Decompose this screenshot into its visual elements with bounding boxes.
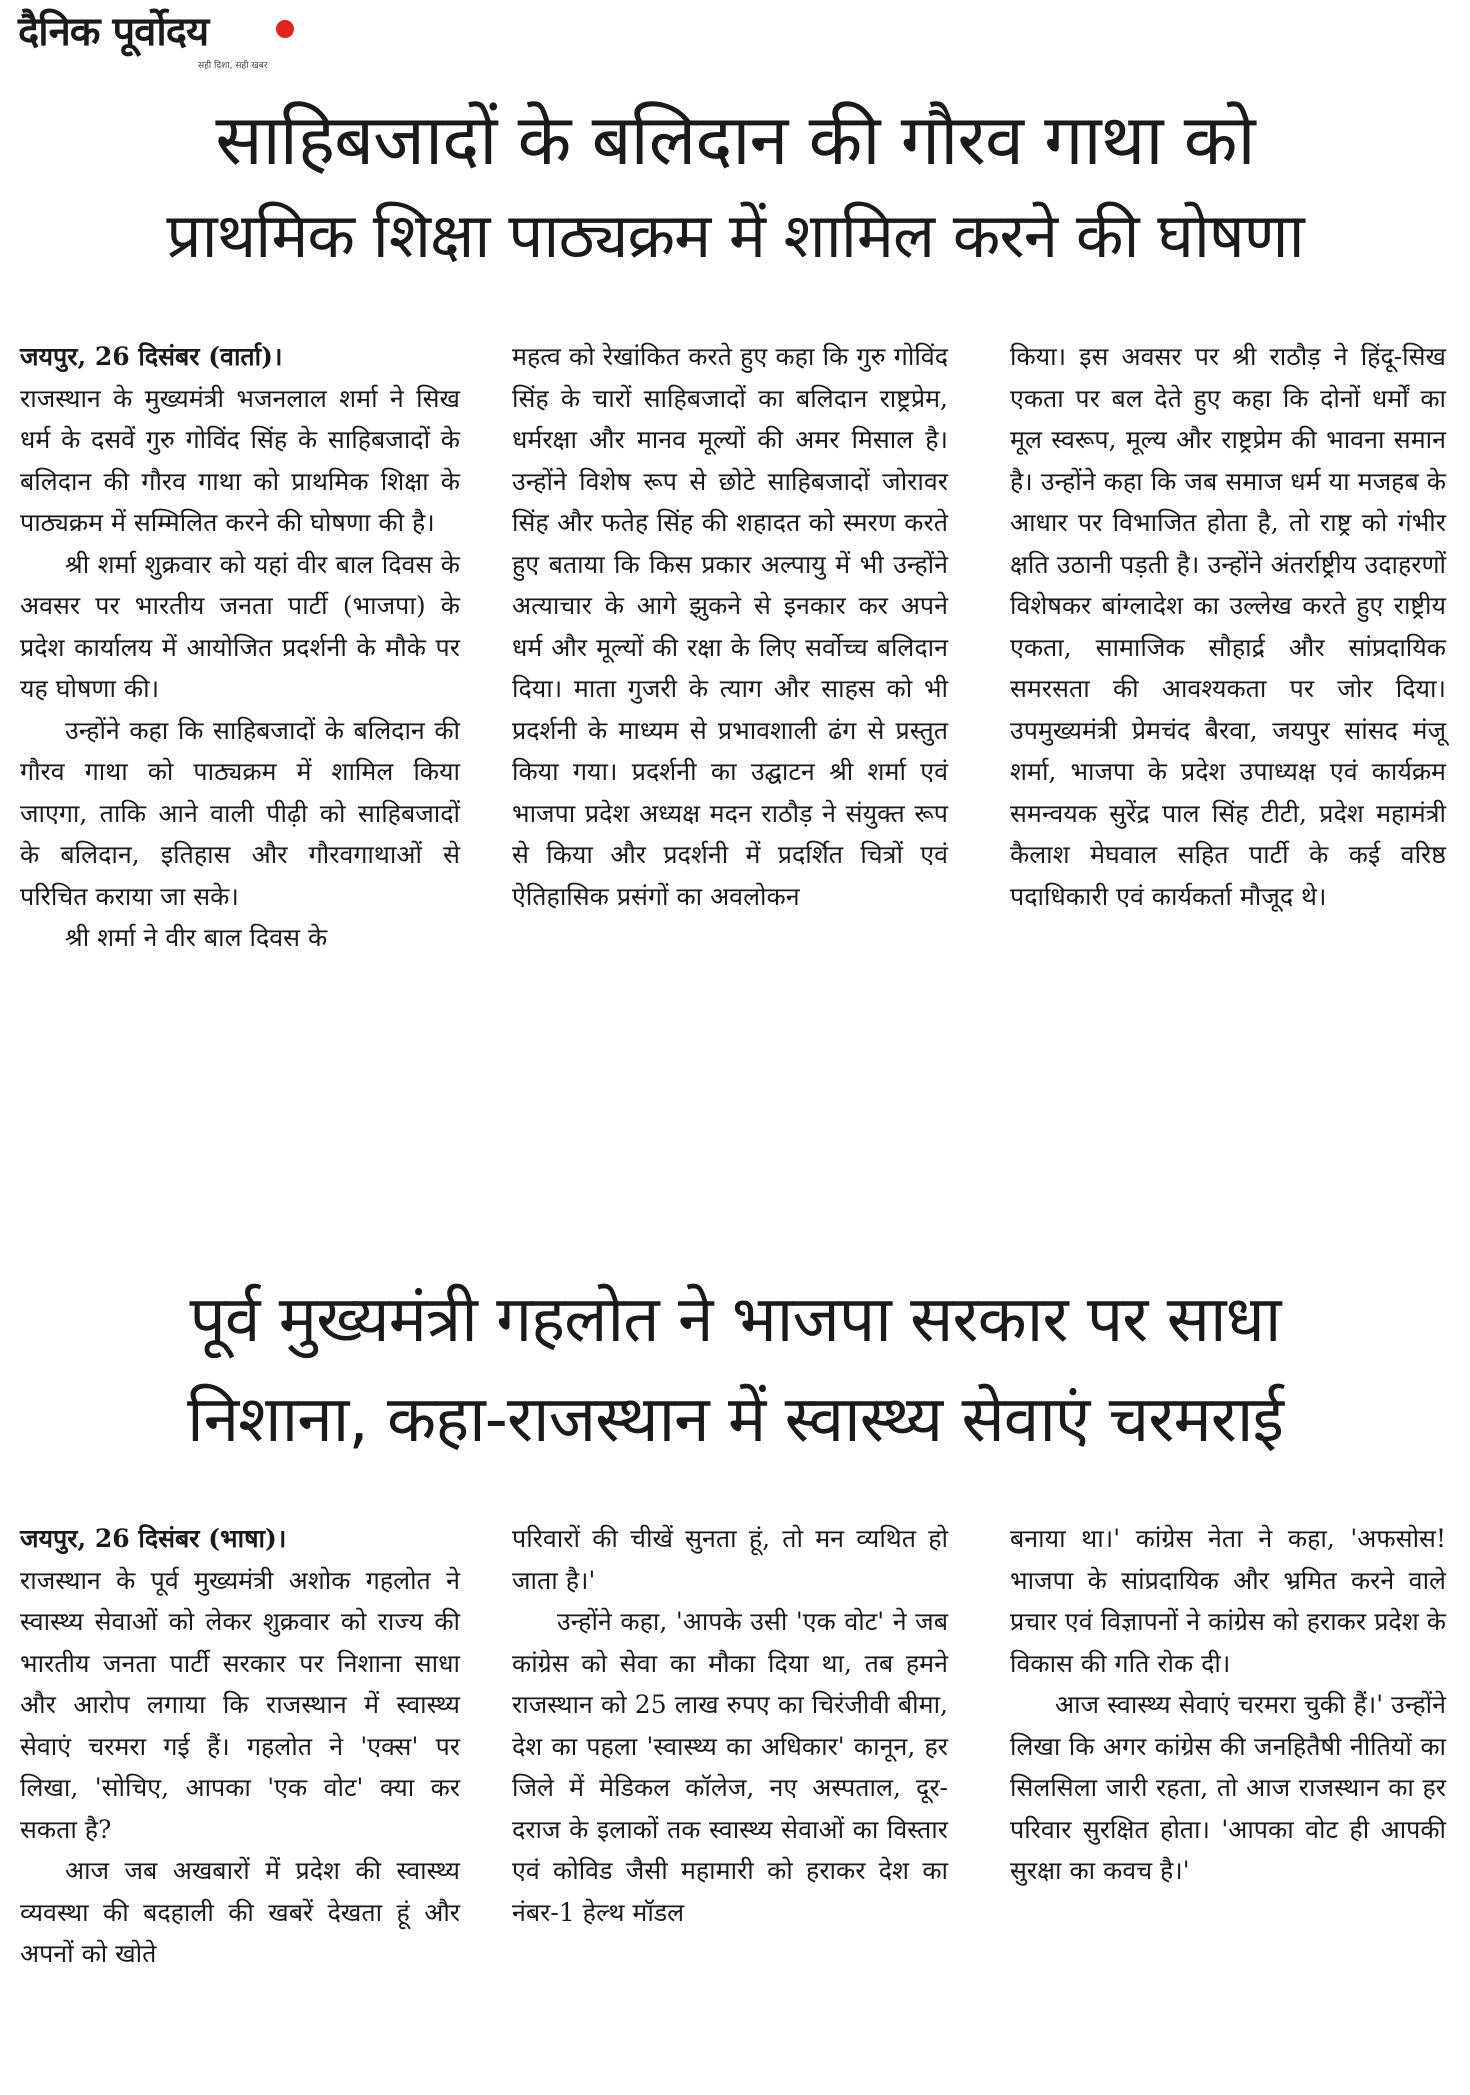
article2-paragraph: आज स्वास्थ्य सेवाएं चरमरा चुकी हैं।' उन्होंने लिखा कि अगर कांग्रेस की जनहितैषी नीतियों का सिलसिला जारी रहता, तो आज राजस्थान का हर परिवार सुरक्षित होता। 'आपका वोट ही आपकी सुरक्षा का कवच है।' [1010,1690,1446,1885]
article2-dateline: जयपुर, 26 दिसंबर (भाषा)। [20,1524,287,1553]
article1-paragraph: महत्व को रेखांकित करते हुए कहा कि गुरु गोविंद सिंह के चारों साहिबजादों का बलिदान राष्ट्रप्रेम, धर्मरक्षा और मानव मूल्यों की अमर मिसाल है। उन्होंने विशेष रूप से छोटे साहिबजादों जोरावर सिंह और फतेह सिंह की शहादत को स्मरण करते हुए बताया कि किस प्रकार अल्पायु में भी उन्होंने अत्याचार के आगे झुकने से इनकार कर अपने धर्म और मूल्यों की रक्षा के लिए सर्वोच्च बलिदान दिया। माता गुजरी के त्याग और साहस को भी प्रदर्शनी के माध्यम से प्रभावशाली ढंग से प्रस्तुत किया गया। प्रदर्शनी का उद्घाटन श्री शर्मा एवं भाजपा प्रदेश अध्यक्ष मदन राठौड़ ने संयुक्त रूप से किया और प्रदर्शनी में प्रदर्शित चित्रों एवं ऐतिहासिक प्रसंगों का अवलोकन [512,342,948,911]
article2-paragraph: आज जब अखबारों में प्रदेश की स्वास्थ्य व्यवस्था की बदहाली की खबरें देखता हूं और अपनों को खोते [20,1856,460,1968]
masthead-logo: दैनिक पूर्वोदय [18,9,209,55]
article1-column-1 [20,336,460,1226]
article2-paragraph: राजस्थान के पूर्व मुख्यमंत्री अशोक गहलोत ने स्वास्थ्य सेवाओं को लेकर शुक्रवार को राज्य की भारतीय जनता पार्टी सरकार पर निशाना साधा और आरोप लगाया कि राजस्थान में स्वास्थ्य सेवाएं चरमरा गई हैं। गहलोत ने 'एक्स' पर लिखा, 'सोचिए, आपका 'एक वोट' क्या कर सकता है? [20,1565,460,1844]
article2-column-3 [1010,1518,1446,2078]
article1-column-2 [512,336,948,1226]
article1-dateline: जयपुर, 26 दिसंबर (वार्ता)। [20,342,283,371]
article2-headline-line1: पूर्व मुख्यमंत्री गहलोत ने भाजपा सरकार पर साधा [189,1283,1281,1357]
article1-paragraph: राजस्थान के मुख्यमंत्री भजनलाल शर्मा ने सिख धर्म के दसवें गुरु गोविंद सिंह के साहिबजादों के बलिदान की गौरव गाथा को प्राथमिक शिक्षा के पाठ्यक्रम में सम्मिलित करने की घोषणा की है। [20,383,460,537]
article2-column-2 [512,1518,948,2078]
article1-paragraph: श्री शर्मा शुक्रवार को यहां वीर बाल दिवस के अवसर पर भारतीय जनता पार्टी (भाजपा) के प्रदेश कार्यालय में आयोजित प्रदर्शनी के मौके पर यह घोषणा की। [20,549,460,703]
masthead [18,8,318,70]
article2-paragraph: परिवारों की चीखें सुनता हूं, तो मन व्यथित हो जाता है।' [512,1524,948,1595]
article2-paragraph: उन्होंने कहा, 'आपके उसी 'एक वोट' ने जब कांग्रेस को सेवा का मौका दिया था, तब हमने राजस्थान को 25 लाख रुपए का चिरंजीवी बीमा, देश का पहला 'स्वास्थ्य का अधिकार' कानून, हर जिले में मेडिकल कॉलेज, नए अस्पताल, दूर-दराज के इलाकों तक स्वास्थ्य सेवाओं का विस्तार एवं कोविड जैसी महामारी को हराकर देश का नंबर-1 हेल्थ मॉडल [512,1607,948,1927]
article1-paragraph: किया। इस अवसर पर श्री राठौड़ ने हिंदू-सिख एकता पर बल देते हुए कहा कि दोनों धर्मों का मूल स्वरूप, मूल्य और राष्ट्रप्रेम की भावना समान है। उन्होंने कहा कि जब समाज धर्म या मजहब के आधार पर विभाजित होता है, तो राष्ट्र को गंभीर क्षति उठानी पड़ती है। उन्होंने अंतर्राष्ट्रीय उदाहरणों विशेषकर बांग्लादेश का उल्लेख करते हुए राष्ट्रीय एकता, सामाजिक सौहार्द्र और सांप्रदायिक समरसता की आवश्यकता पर जोर दिया। उपमुख्यमंत्री प्रेमचंद बैरवा, जयपुर सांसद मंजू शर्मा, भाजपा के प्रदेश उपाध्यक्ष एवं कार्यक्रम समन्वयक सुरेंद्र पाल सिंह टीटी, प्रदेश महामंत्री कैलाश मेघवाल सहित पार्टी के कई वरिष्ठ पदाधिकारी एवं कार्यकर्ता मौजूद थे। [1010,342,1446,911]
article2-paragraph: बनाया था।' कांग्रेस नेता ने कहा, 'अफसोस! भाजपा के सांप्रदायिक और भ्रमित करने वाले प्रचार एवं विज्ञापनों ने कांग्रेस को हराकर प्रदेश के विकास की गति रोक दी। [1010,1524,1446,1678]
masthead-dot-icon [276,20,294,38]
article1-column-3 [1010,336,1446,1226]
article1-paragraph: उन्होंने कहा कि साहिबजादों के बलिदान की गौरव गाथा को पाठ्यक्रम में शामिल किया जाएगा, ताकि आने वाली पीढ़ी को साहिबजादों के बलिदान, इतिहास और गौरवगाथाओं से परिचित कराया जा सके। [20,715,460,911]
article2-column-1 [20,1518,460,2078]
article2-headline-line2: निशाना, कहा-राजस्थान में स्वास्थ्य सेवाएं चरमराई [187,1383,1283,1457]
masthead-tagline: सही दिशा, सही खबर [198,61,268,71]
article1-paragraph: श्री शर्मा ने वीर बाल दिवस के [65,923,328,952]
article1-headline-line2: प्राथमिक शिक्षा पाठ्यक्रम में शामिल करने की घोषणा [166,199,1304,272]
article1-headline-line1: साहिबजादों के बलिदान की गौरव गाथा को [215,99,1255,181]
